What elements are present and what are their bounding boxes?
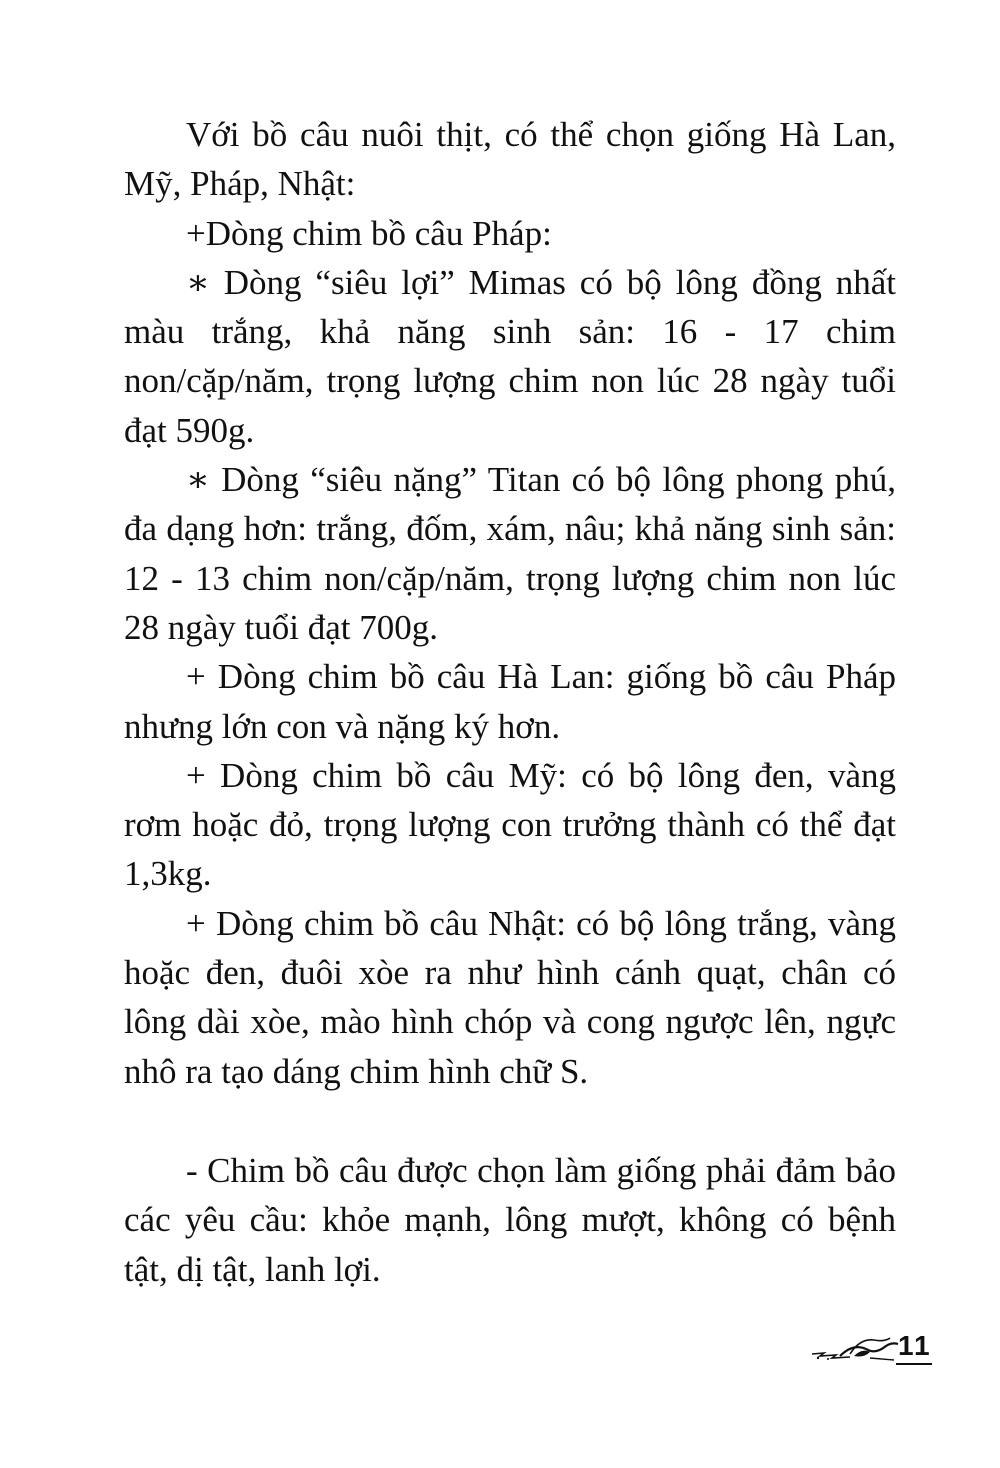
paragraph-intro: Với bồ câu nuôi thịt, có thể chọn giống Hà Lan, Mỹ, Pháp, Nhật: xyxy=(124,115,896,204)
page-footer xyxy=(810,1330,930,1370)
paragraph-titan: ∗ Dòng “siêu nặng” Titan có bộ lông phong phú, đa dạng hơn: trắng, đốm, xám, nâu; khả năng sinh sản: 12 - 13 chim non/cặp/năm, trọng lượng chim non lúc 28 ngày tuổi đạt 700g. xyxy=(124,460,896,647)
bird-ornament-icon xyxy=(810,1334,900,1364)
paragraph-mimas: ∗ Dòng “siêu lợi” Mimas có bộ lông đồng nhất màu trắng, khả năng sinh sản: 16 - 17 chim non/cặp/năm, trọng lượng chim non lúc 28 ngày tuổi đạt 590g. xyxy=(124,262,896,450)
body-text xyxy=(124,110,896,1294)
paragraph-nhat: + Dòng chim bồ câu Nhật: có bộ lông trắng, vàng hoặc đen, đuôi xòe ra như hình cánh quạt, chân có lông dài xòe, mào hình chóp và cong ngược lên, ngực nhô ra tạo dáng chim hình chữ S. xyxy=(124,903,896,1091)
page-number: 11 xyxy=(898,1330,932,1361)
paragraph-ha-lan: + Dòng chim bồ câu Hà Lan: giống bồ câu Pháp nhưng lớn con và nặng ký hơn. xyxy=(124,657,896,746)
paragraph-gap xyxy=(124,1096,896,1146)
page-number-underline xyxy=(896,1363,932,1365)
paragraph-selection: - Chim bồ câu được chọn làm giống phải đảm bảo các yêu cầu: khỏe mạnh, lông mượt, không có bệnh tật, dị tật, lanh lợi. xyxy=(124,1150,896,1289)
paragraph-my: + Dòng chim bồ câu Mỹ: có bộ lông đen, vàng rơm hoặc đỏ, trọng lượng con trưởng thành có thể đạt 1,3kg. xyxy=(124,755,896,894)
paragraph-phap-heading: +Dòng chim bồ câu Pháp: xyxy=(186,213,552,253)
